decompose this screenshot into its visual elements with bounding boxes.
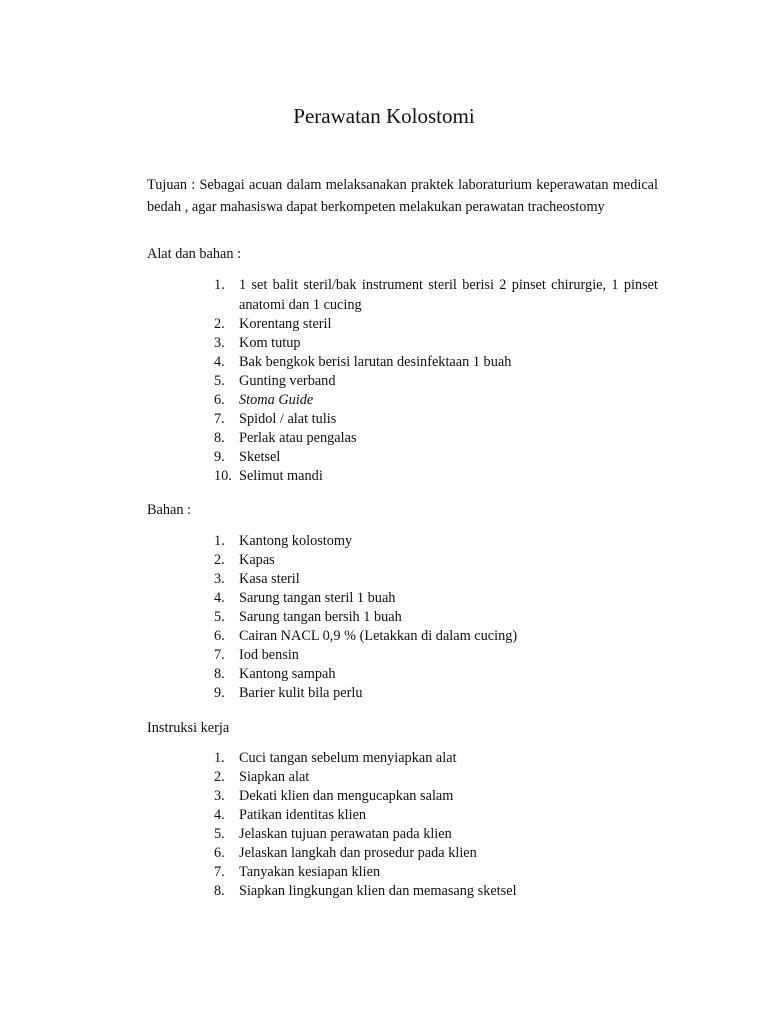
list-item-number: 6. xyxy=(214,628,225,644)
page-title: Perawatan Kolostomi xyxy=(293,104,475,128)
list-item-text: Spidol / alat tulis xyxy=(239,411,337,427)
list-item xyxy=(214,551,658,570)
list-item-number: 6. xyxy=(214,392,225,408)
list-item-text: Sketsel xyxy=(239,449,281,465)
list-item-number: 5. xyxy=(214,826,225,842)
list-item xyxy=(214,570,658,589)
list-item-text: Sarung tangan bersih 1 buah xyxy=(239,609,402,625)
materials-list xyxy=(214,532,658,703)
list-item xyxy=(214,882,658,901)
list-item-number: 9. xyxy=(214,449,225,465)
list-item-number: 4. xyxy=(214,590,225,606)
tools-heading: Alat dan bahan : xyxy=(147,246,242,262)
list-item xyxy=(214,863,658,882)
list-item-number: 6. xyxy=(214,845,225,861)
list-item-text: Korentang steril xyxy=(239,316,332,332)
list-item-number: 4. xyxy=(214,354,225,370)
list-item-number: 3. xyxy=(214,788,225,804)
list-item xyxy=(214,589,658,608)
tools-list xyxy=(214,276,658,486)
list-item xyxy=(214,825,658,844)
list-item xyxy=(214,353,658,372)
materials-heading: Bahan : xyxy=(147,502,192,518)
list-item-text: Kapas xyxy=(239,552,275,568)
list-item xyxy=(214,315,658,334)
list-item-text: Kasa steril xyxy=(239,571,300,587)
list-item-number: 10. xyxy=(214,468,232,484)
list-item-number: 4. xyxy=(214,807,225,823)
list-item-text: Dekati klien dan mengucapkan salam xyxy=(239,788,454,804)
purpose-paragraph: Tujuan : Sebagai acuan dalam melaksanakan praktek laboraturium keperawatan medical bedah , agar mahasiswa dapat berkompeten melakukan perawatan tracheostomy xyxy=(147,177,658,215)
list-item xyxy=(214,372,658,391)
list-item xyxy=(214,448,658,467)
list-item-number: 1. xyxy=(214,533,225,549)
list-item-number: 1. xyxy=(214,277,225,293)
instructions-heading: Instruksi kerja xyxy=(147,720,230,736)
list-item xyxy=(214,532,658,551)
list-item-text: Jelaskan langkah dan prosedur pada klien xyxy=(239,845,477,861)
list-item-number: 1. xyxy=(214,750,225,766)
list-item-text: Cairan NACL 0,9 % (Letakkan di dalam cucing) xyxy=(239,628,518,644)
list-item xyxy=(214,276,658,315)
list-item-text: Kantong kolostomy xyxy=(239,533,353,549)
list-item-text: Siapkan lingkungan klien dan memasang sketsel xyxy=(239,883,517,899)
list-item-text: Patikan identitas klien xyxy=(239,807,367,823)
list-item xyxy=(214,844,658,863)
list-item xyxy=(214,627,658,646)
list-item xyxy=(214,334,658,353)
list-item-text: Sarung tangan steril 1 buah xyxy=(239,590,396,606)
list-item-text: Gunting verband xyxy=(239,373,336,389)
list-item xyxy=(214,467,658,486)
list-item-number: 2. xyxy=(214,769,225,785)
list-item-number: 3. xyxy=(214,335,225,351)
list-item-number: 7. xyxy=(214,864,225,880)
list-item-number: 2. xyxy=(214,316,225,332)
list-item xyxy=(214,806,658,825)
list-item-text: Cuci tangan sebelum menyiapkan alat xyxy=(239,750,457,766)
list-item xyxy=(214,429,658,448)
list-item-number: 5. xyxy=(214,609,225,625)
list-item-number: 7. xyxy=(214,647,225,663)
instructions-list xyxy=(214,749,658,901)
list-item-number: 9. xyxy=(214,685,225,701)
list-item xyxy=(214,787,658,806)
list-item xyxy=(214,684,658,703)
list-item-text: Bak bengkok berisi larutan desinfektaan 1 buah xyxy=(239,354,512,370)
list-item-number: 8. xyxy=(214,430,225,446)
list-item-text: 1 set balit steril/bak instrument steril berisi 2 pinset chirurgie, 1 pinset anatomi dan 1 cucing xyxy=(239,277,658,313)
list-item xyxy=(214,391,658,410)
list-item xyxy=(214,608,658,627)
list-item xyxy=(214,768,658,787)
list-item-text: Siapkan alat xyxy=(239,769,310,785)
list-item xyxy=(214,646,658,665)
list-item-number: 7. xyxy=(214,411,225,427)
list-item xyxy=(214,749,658,768)
list-item xyxy=(214,665,658,684)
list-item-number: 3. xyxy=(214,571,225,587)
list-item-text: Barier kulit bila perlu xyxy=(239,685,363,701)
list-item-number: 2. xyxy=(214,552,225,568)
list-item-text: Kom tutup xyxy=(239,335,301,351)
list-item-text: Jelaskan tujuan perawatan pada klien xyxy=(239,826,452,842)
list-item xyxy=(214,410,658,429)
list-item-text: Tanyakan kesiapan klien xyxy=(239,864,381,880)
list-item-text: Kantong sampah xyxy=(239,666,336,682)
list-item-text: Stoma Guide xyxy=(239,392,314,408)
list-item-number: 8. xyxy=(214,666,225,682)
list-item-number: 8. xyxy=(214,883,225,899)
list-item-text: Selimut mandi xyxy=(239,468,323,484)
list-item-text: Iod bensin xyxy=(239,647,299,663)
list-item-number: 5. xyxy=(214,373,225,389)
list-item-text: Perlak atau pengalas xyxy=(239,430,357,446)
